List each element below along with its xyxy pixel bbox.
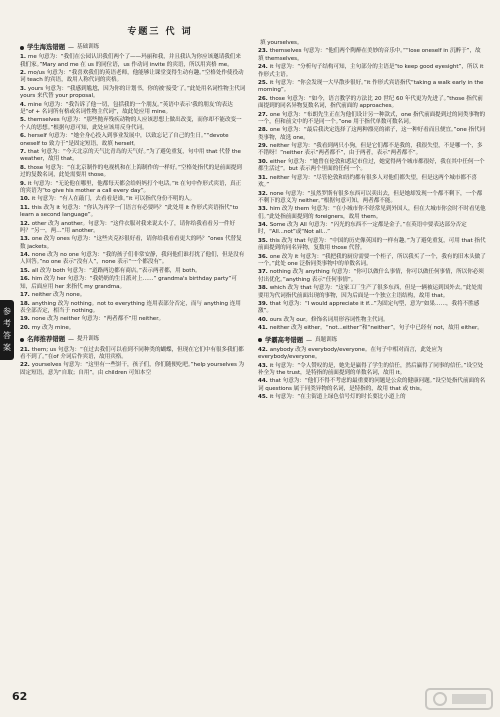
answer-item bbox=[258, 64, 486, 79]
answer-text: that 句意为：“I would appreciate it if...”为固定句型，意为“如果……，我将不胜感激”。 bbox=[258, 300, 480, 315]
chapter-title-text: 专题三 代 词 bbox=[127, 27, 193, 37]
answer-item bbox=[20, 196, 246, 203]
answer-item bbox=[20, 221, 246, 236]
answer-text: me 句意为：“我们在公园认识我们两个了——玛丽和我，并且我认为你应该邀请我们来我们家。”Mary and me 在 us 的同位语，us 作动词 invite 的宾语，所以用宾格 me。 bbox=[20, 54, 241, 68]
answer-number: 3. bbox=[20, 85, 26, 92]
answer-item bbox=[258, 325, 486, 332]
answer-item bbox=[258, 191, 486, 206]
answer-number: 33. bbox=[258, 206, 268, 213]
answer-item bbox=[258, 112, 486, 127]
answer-number: 45. bbox=[258, 394, 268, 401]
answer-item bbox=[258, 285, 486, 300]
answer-text: this 改为 that 句意为：“中国的历史像英国的一样有趣。”为了避免重复，可用 that 指代前面提到的同名异物，复数用 those 代替。 bbox=[258, 237, 486, 252]
answer-item bbox=[20, 325, 246, 332]
answer-item bbox=[258, 96, 486, 111]
answer-text: that 句意为：“今天北京的天气比青岛的天气好。”为了避免重复，句中用 that 代替 the weather，故用 that。 bbox=[20, 148, 241, 163]
answer-list-basic bbox=[20, 54, 246, 332]
answer-item bbox=[20, 117, 246, 132]
answer-number: 2. bbox=[20, 70, 26, 77]
answer-item bbox=[258, 301, 486, 316]
section-advanced bbox=[20, 336, 246, 343]
section-title: 名师推荐错题 bbox=[27, 335, 66, 344]
answer-number: 44. bbox=[258, 378, 268, 385]
answer-number: 18. bbox=[20, 300, 30, 307]
answer-text: nothing 改为 anything 句意为：“你可以做什么事情，你可以做任何事情，所以你必须付出优化。”anything 表示“任何事情”。 bbox=[258, 269, 484, 283]
answer-text: none 改为 neither 句意为：“两者都不”用 neither。 bbox=[31, 316, 164, 323]
answer-item bbox=[258, 317, 486, 324]
answer-item bbox=[258, 238, 486, 253]
answer-text: one 改为 ones 句意为：“这些夹克衫很好看，请你给我看看更大的吗？”ones 代替复数 jackets。 bbox=[20, 236, 242, 250]
answer-item bbox=[20, 181, 246, 196]
watermark-logo-icon bbox=[424, 685, 494, 713]
answer-number: 28. bbox=[258, 127, 268, 134]
answer-item bbox=[258, 143, 486, 158]
section-basic bbox=[20, 44, 246, 51]
answer-text: yours 句意为：“我感到尴尬，因为你的计划书，你的被‘接受’了。”此处用名词性物主代词 yours 来代替 your proposal。 bbox=[20, 85, 246, 100]
answer-number: 4. bbox=[20, 101, 26, 108]
answer-item bbox=[258, 222, 486, 237]
answer-item bbox=[258, 254, 486, 269]
answer-number: 19. bbox=[20, 316, 30, 323]
answer-text: it 句意为：“在主街道上绿色信号灯的时长要比小道上的 bbox=[269, 394, 406, 401]
divider: — bbox=[68, 44, 74, 51]
answer-item bbox=[20, 347, 246, 362]
answer-text: themselves 句意为：“那些抛弃残疾动物的人应该思想上做出改变，而你却不能改变一个人的思想。”根据句意可知，此处应该用反身代词。 bbox=[20, 117, 242, 131]
page-number: 62 bbox=[12, 690, 28, 703]
left-column bbox=[20, 40, 246, 378]
answer-number: 12. bbox=[20, 220, 30, 227]
answer-number: 40. bbox=[258, 316, 268, 323]
answer-item bbox=[20, 54, 246, 69]
answer-number: 39. bbox=[258, 300, 268, 307]
answer-item bbox=[20, 102, 246, 117]
side-tab: 参考答案 bbox=[0, 300, 14, 360]
answer-text: neither 句意为：“我看到两只小狗，但是它们都不是我的，我很失望，不是哪一个，多不错呀！”neither 表示“两者都不”，由于两者，表示“两者都不”。 bbox=[258, 143, 483, 157]
answer-number: 9. bbox=[20, 180, 26, 187]
answer-number: 21. bbox=[20, 346, 30, 353]
answer-number: 23. bbox=[258, 48, 268, 55]
answer-text: it 句意为：“你会发现一大早散步很好。”it 作形式宾语指代“taking a walk early in the morning”。 bbox=[258, 80, 484, 94]
answer-text: none 句意为：“虽然罗斯有很多东西可以卖出去，但是她却发现一个都不剩下，一个都不剩下的意义为 neither。”根据句意可知，两者都不能。 bbox=[258, 190, 483, 204]
answer-number: 30. bbox=[258, 158, 268, 165]
answer-number: 29. bbox=[258, 143, 268, 150]
answer-list-right bbox=[258, 40, 486, 333]
answer-number: 25. bbox=[258, 80, 268, 87]
answer-text: other 改为 another。句意为：“这件衣服对我来说太小了，请你给我看看另一件好吗？”另一，两…”用 another。 bbox=[20, 220, 236, 234]
answer-item bbox=[20, 149, 246, 164]
divider: — bbox=[68, 336, 74, 344]
section-title: 学生海选错题 bbox=[27, 43, 66, 51]
answer-text: one 句意为：“布朗先生正在为他们设计另一种款式，one 指代前面提到过的同类事物的一个，但和前文中的不是同一个。”one 用于指代单数可数名词。 bbox=[258, 111, 486, 125]
answer-text: Some 改为 All 句意为：“闪光的东西不一定都是金子。”在英语中要表达部分否定时，“All...not”或“Not all...” bbox=[258, 222, 467, 236]
answer-item bbox=[258, 206, 486, 221]
answer-item bbox=[20, 301, 246, 316]
section-subtitle: 提升训练 bbox=[77, 336, 100, 343]
answer-number: 15. bbox=[20, 267, 30, 274]
answer-text: none 改为 no one 句意为：“我的孩子们非常安静，我问他们谁打扰了他们，但是没有人回答。”no one 表示“没有人”，none 表示“一个都没有”。 bbox=[20, 252, 245, 266]
answer-text: it 句意为：“无论他在哪里，他都每天都会给妈妈打个电话。”it 在句中作形式宾语，真正的宾语为“to give his mother a call every day”。 bbox=[20, 180, 242, 194]
answer-number: 27. bbox=[258, 111, 268, 118]
answer-list-gaokao bbox=[258, 347, 486, 402]
answer-item bbox=[258, 175, 486, 190]
answer-text: herself 句意为：“她全身心投入到事业发展中，以致忘记了自己的生日。”“devote oneself to 致力于”是固定短语，故填 herself。 bbox=[20, 133, 229, 147]
answer-text: one 句意为：“最后我决定选择了这两种漂亮的裙子，这一种好看而且便宜。”one 指代同类事物，故选 one。 bbox=[258, 127, 486, 141]
answer-item bbox=[258, 127, 486, 142]
divider: — bbox=[306, 336, 312, 344]
answer-text: mo/us 句意为：“我喜欢我们的英语老师，他能够让课堂变得生动有趣。”空格处作使役动词 teach 的宾语，故用人称代词的宾格。 bbox=[20, 70, 244, 84]
answer-text: anything 改为 nothing。not to everything 连用表部分否定，而与 anything 连用表全部否定，相当于 nothing。 bbox=[20, 300, 241, 314]
answer-number: 14. bbox=[20, 252, 30, 259]
answer-number: 22. bbox=[20, 362, 30, 369]
answer-text: it 句意为：“令人赞叹的是，她先是赢得了学生的信任，然后赢得了同事的信任。”设空处补全为 the trust，是特指的前面提到的单数名词，故用 it。 bbox=[258, 362, 484, 376]
answer-number: 13. bbox=[20, 236, 30, 243]
answer-item bbox=[20, 86, 246, 101]
answer-number: 32. bbox=[258, 190, 268, 197]
answer-number: 10. bbox=[20, 196, 30, 203]
bullet-icon bbox=[20, 46, 24, 50]
bullet-icon bbox=[20, 338, 24, 342]
answer-item bbox=[258, 159, 486, 174]
answer-item bbox=[258, 378, 486, 393]
answer-text: it 句意为：“分析句子结构可知，主句部分的主语是“to keep good eyesight”，所以 it 作形式主语。 bbox=[258, 64, 484, 78]
answer-number: 43. bbox=[258, 362, 268, 369]
answer-text: those 句意为：“如今，语言教学的方法比 20 世纪 60 年代更为先进了。”those 指代前面提到的同名异物复数名词，指代前面的 approaches。 bbox=[258, 95, 483, 110]
answer-text: one 改为 it 句意为：“我把我的厨房需要一个柜子，所以我买了一个，我有的旧木头做了一个。”此处 one 泛指同类事物中的单数名词。 bbox=[258, 253, 486, 267]
answer-item bbox=[258, 394, 486, 401]
answer-text: 填 yourselves。 bbox=[260, 40, 303, 46]
answer-item bbox=[20, 70, 246, 85]
answer-item bbox=[258, 48, 486, 63]
answer-text: themselves 句意为：“他们两个陶醉在美妙的音乐中。”“lose oneself in 沉醉于”，故填 themselves。 bbox=[258, 48, 481, 62]
right-column bbox=[258, 40, 486, 403]
answer-number: 8. bbox=[20, 164, 26, 171]
answer-text: neither 句意为：“尽管伦敦和纽约都有很多人对他们都失望，但是这两个城市都不喜欢。” bbox=[258, 174, 477, 189]
answer-number: 16. bbox=[20, 276, 30, 283]
answer-number: 20. bbox=[20, 324, 30, 331]
answer-item bbox=[258, 363, 486, 378]
answer-text: all 改为 both 句意为：“道路两边都有商店。”表示两者都，用 both。 bbox=[31, 267, 201, 274]
answer-text: neither 改为 either。“not...either”和“neither”，句子中已经有 not，故用 either。 bbox=[269, 325, 483, 332]
answer-item bbox=[20, 292, 246, 299]
answer-item bbox=[20, 276, 246, 291]
answer-item bbox=[258, 347, 486, 362]
answer-text: them; us 句意为：“在过去我们可以看到不同种类的蝴蝶，但现在它们中有很多我们都看不到了。”在of 介词后作宾语，故用宾格。 bbox=[20, 346, 244, 360]
answer-number: 26. bbox=[258, 95, 268, 102]
answer-number: 37. bbox=[258, 269, 268, 276]
answer-item bbox=[20, 236, 246, 251]
answer-number: 42. bbox=[258, 346, 268, 353]
answer-number: 6. bbox=[20, 133, 26, 140]
section-subtitle: 真题训练 bbox=[315, 336, 338, 343]
answer-text: him 改为 her 句意为：“我奶奶的生日派对上……” grandma's birthday party”可知，后面应用 her 来指代 my grandma。 bbox=[20, 276, 237, 290]
section-title: 学霸高考错题 bbox=[265, 335, 304, 344]
answer-text: him 改为 them 句意为：“在小城市你不经常见到外国人，但在大城市你会时不时看见他们。”此处指前面提到的 foreigners，故用 them。 bbox=[258, 206, 486, 220]
answer-item bbox=[20, 205, 246, 220]
answer-item bbox=[20, 133, 246, 148]
answer-number: 7. bbox=[20, 148, 26, 155]
answer-item bbox=[20, 165, 246, 180]
answer-item bbox=[20, 362, 246, 377]
answer-number: 11. bbox=[20, 204, 30, 211]
answer-text: it 句意为：“有人在敲门，去看看是谁。”it 可以指代身份不明的人。 bbox=[31, 196, 196, 203]
answer-item bbox=[258, 80, 486, 95]
answer-text: that 句意为：“他们不得不考虑的最重要的问题是公众的健康问题。”设空处指代前面的名词 questions 属于同类异物的名词，是特指的，故用 that 或 this。 bbox=[258, 378, 486, 392]
answer-text: which 改为 that 句意为：“这家工厂生产了很多东西，但是一辆被运到国外去。”此处需要用为代词指代前面出现的事物，因为后面是一个独立主语结构，故用 that。 bbox=[258, 285, 483, 299]
answer-number: 36. bbox=[258, 253, 268, 260]
answer-text: this 改为 it 句意为：“你认为再学一门语言有必要吗？”此处用 it 作形式宾语指代“to learn a second language”。 bbox=[20, 204, 239, 219]
answer-item bbox=[20, 316, 246, 323]
answer-number: 24. bbox=[258, 64, 268, 71]
answer-text: anybody 改为 everybody/everyone。在句子中相对而言，此处应为 everybody/everyone。 bbox=[258, 346, 443, 361]
section-subtitle: 基础训练 bbox=[77, 44, 100, 50]
chapter-title bbox=[80, 24, 240, 37]
answer-number: 31. bbox=[258, 174, 268, 181]
answer-text: mine 句意为：“我告诉了他一切，包括我的一个朋友。”英语中表示‘我的朋友’的表达是“of + 名词所有格或名词性物主代词”，故此处应用 mine。 bbox=[20, 101, 233, 115]
answer-text: yourselves 句意为：“这里有一些饼干，孩子们，你们随便吃吧。”help yourselves 为固定短语，意为“自取；自用”。由 children 可知本空 bbox=[20, 362, 245, 376]
answer-number: 35. bbox=[258, 237, 268, 244]
answer-number: 41. bbox=[258, 325, 268, 332]
answer-list-advanced bbox=[20, 347, 246, 377]
answer-number: 5. bbox=[20, 117, 26, 124]
bullet-icon bbox=[258, 338, 262, 342]
answer-number: 34. bbox=[258, 222, 268, 229]
answer-item bbox=[20, 252, 246, 267]
answer-text: those 句意为：“在北京制作的电视机和在上海制作的一样好。”空格处指代的是前面提到过的复数名词，此处需要用 those。 bbox=[20, 164, 242, 179]
answer-number: 1. bbox=[20, 54, 26, 61]
answer-item bbox=[258, 40, 486, 47]
answer-text: ours 改为 our。修饰名词用形容词性物主代词。 bbox=[269, 316, 389, 323]
section-gaokao bbox=[258, 337, 486, 344]
answer-text: either 句意为：“她曾在伦敦和悉尼市住过，她觉得两个城市都很好，我在其中任何一个都生活过”。but 表示两个里面的任何一个。 bbox=[258, 158, 485, 173]
answer-item bbox=[20, 268, 246, 275]
answer-number: 17. bbox=[20, 292, 30, 299]
answer-text: neither 改为 none。 bbox=[31, 292, 86, 299]
answer-text: my 改为 mine。 bbox=[31, 324, 75, 331]
answer-item bbox=[258, 269, 486, 284]
answer-number: 38. bbox=[258, 285, 268, 292]
